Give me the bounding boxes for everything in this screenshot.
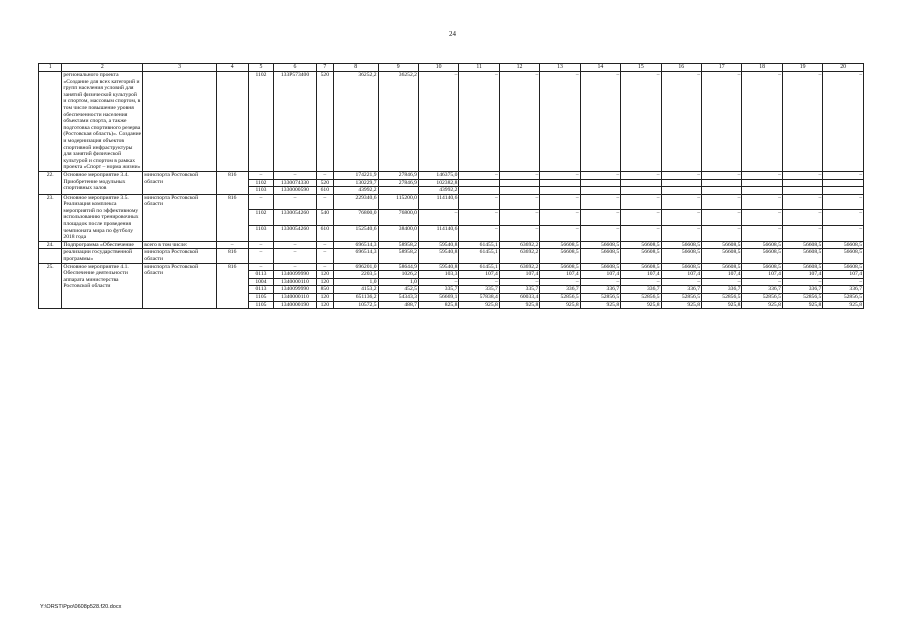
table-cell: 1105 (248, 294, 274, 302)
table-cell: 696201,0 (333, 263, 378, 271)
column-header: 5 (248, 64, 274, 72)
table-cell: – (499, 210, 539, 226)
table-cell (621, 187, 661, 195)
table-cell: – (782, 278, 822, 286)
table-cell: – (580, 72, 620, 172)
table-cell: 107,4 (702, 271, 742, 279)
table-cell: 58644,9 (378, 263, 418, 271)
table-cell: 816 (216, 171, 248, 194)
table-cell: 107,4 (823, 271, 864, 279)
table-cell: – (823, 278, 864, 286)
table-cell: 56608,5 (540, 263, 580, 271)
table-cell: – (248, 263, 274, 271)
table-cell (661, 187, 701, 195)
table-cell: 27846,9 (378, 171, 418, 179)
table-cell: 336,7 (580, 286, 620, 294)
table-cell: – (782, 226, 822, 242)
table-cell: 56608,5 (621, 241, 661, 249)
table-cell: 52856,5 (580, 294, 620, 302)
activity-description-cell: Основное мероприятие 4.1. Обеспечение деятельности аппарата министерства Ростовской области (62, 263, 143, 309)
table-cell: 925,8 (823, 301, 864, 309)
row-number-cell: 23. (39, 194, 62, 241)
table-cell: – (702, 171, 742, 179)
table-cell: 60033,4 (499, 294, 539, 302)
table-cell: 925,8 (621, 301, 661, 309)
table-cell: 1,0 (378, 278, 418, 286)
table-cell: 1102 (248, 72, 274, 172)
table-cell: 61455,1 (459, 249, 499, 263)
table-cell: – (742, 194, 782, 210)
table-cell: 146375,0 (418, 171, 458, 179)
table-cell: – (316, 241, 333, 249)
table-cell: – (248, 171, 274, 179)
table-cell: 63692,2 (499, 263, 539, 271)
column-header: 16 (661, 64, 701, 72)
activity-description-cell: реализации государственной программы» (62, 249, 143, 263)
table-cell: 52856,5 (702, 294, 742, 302)
column-header: 18 (742, 64, 782, 72)
table-cell: 56608,5 (621, 249, 661, 263)
table-cell (742, 179, 782, 187)
table-cell (823, 179, 864, 187)
table-cell: 335,7 (459, 286, 499, 294)
table-cell: 1340000190 (274, 301, 317, 309)
table-cell: минспорта Ростовской области (143, 249, 216, 263)
table-cell: 56608,5 (823, 263, 864, 271)
row-number-cell (39, 72, 62, 172)
activity-description-cell: регионального проекта «Создание для всех категорий и групп населения условий для занятий физической культурой и спортом, массовым спортом, в том числе повышение уровня обеспеченности населения объектами спорта, а также подготовка спортивного резерва (Ростовская область)». Создание и модернизация объектов спортивной инфраструктуры для занятий физической культурой и спортом в рамках проекта «Спорт – норма жизни» (63, 72, 142, 171)
table-cell: 76800,0 (333, 210, 378, 226)
table-cell: – (248, 241, 274, 249)
table-cell: 174221,9 (333, 171, 378, 179)
table-cell: 107,4 (580, 271, 620, 279)
table-cell (459, 179, 499, 187)
row-number-cell: 24. (39, 241, 62, 249)
table-cell: 10572,5 (333, 301, 378, 309)
table-cell: 56608,5 (823, 241, 864, 249)
table-row (39, 194, 864, 210)
table-cell: 56608,5 (621, 263, 661, 271)
activity-description-cell: Основное мероприятие 3.5. Реализация комплекса мероприятий по эффективному использованию тренировочных площадок после проведения чемпионата мира по футболу 2018 года (62, 194, 143, 241)
table-cell: 488,7 (378, 301, 418, 309)
table-cell: – (274, 241, 317, 249)
table-cell: – (499, 226, 539, 242)
activity-description-cell: Основное мероприятие 3.4. Приобретение модульных спортивных залов (62, 171, 143, 194)
table-cell (459, 187, 499, 195)
table-cell: 52856,5 (540, 294, 580, 302)
column-header: 13 (540, 64, 580, 72)
column-header: 9 (378, 64, 418, 72)
table-cell: – (216, 241, 248, 249)
table-cell: 120 (316, 301, 333, 309)
table-cell: 1340099990 (274, 271, 317, 279)
table-cell: 107,4 (540, 271, 580, 279)
table-cell (580, 187, 620, 195)
column-header: 20 (823, 64, 864, 72)
table-cell: – (316, 249, 333, 263)
table-cell: 38400,0 (378, 226, 418, 242)
table-cell: 52856,5 (661, 294, 701, 302)
table-cell: – (499, 72, 539, 172)
column-header: 12 (499, 64, 539, 72)
table-cell: – (621, 278, 661, 286)
file-path-footer: Y:\ORST\Ppo\0608p528.f20.docx (40, 604, 122, 610)
table-cell: – (459, 72, 499, 172)
table-cell: 58958,2 (378, 249, 418, 263)
table-cell: – (661, 226, 701, 242)
column-header: 17 (702, 64, 742, 72)
table-cell: 61455,1 (459, 241, 499, 249)
table-cell: – (661, 171, 701, 179)
table-cell: 120 (316, 294, 333, 302)
table-cell: – (580, 226, 620, 242)
table-cell: – (540, 210, 580, 226)
table-cell: – (274, 263, 317, 271)
table-cell: 1330054260 (274, 210, 317, 226)
table-cell: – (580, 194, 620, 210)
table-cell: 925,8 (499, 301, 539, 309)
table-cell: 107,4 (742, 271, 782, 279)
table-cell: 1330054260 (274, 226, 317, 242)
column-header: 8 (333, 64, 378, 72)
table-cell: – (459, 278, 499, 286)
table-cell: 925,8 (540, 301, 580, 309)
table-cell: – (540, 72, 580, 172)
table-cell: – (661, 194, 701, 210)
table-cell: 0113 (248, 271, 274, 279)
table-cell: 336,7 (661, 286, 701, 294)
table-cell: – (580, 171, 620, 179)
table-cell: 925,8 (742, 301, 782, 309)
row-number-cell: 22. (39, 171, 62, 194)
table-cell: 850 (316, 286, 333, 294)
table-cell: 36252,2 (333, 72, 378, 172)
table-cell: 107,4 (499, 271, 539, 279)
table-cell: – (621, 72, 661, 172)
table-row (39, 249, 864, 263)
table-cell: – (274, 249, 317, 263)
table-cell (540, 179, 580, 187)
table-cell: 56608,5 (580, 241, 620, 249)
table-cell: – (702, 278, 742, 286)
table-cell: 925,8 (782, 301, 822, 309)
table-cell: 1340000110 (274, 294, 317, 302)
table-cell: 56608,5 (540, 241, 580, 249)
table-cell: 115200,0 (378, 194, 418, 210)
table-cell: 52856,5 (782, 294, 822, 302)
table-cell: 52856,5 (823, 294, 864, 302)
table-cell: 696514,3 (333, 241, 378, 249)
table-cell: 825,8 (418, 301, 458, 309)
table-cell: 816 (216, 194, 248, 241)
table-cell: 336,7 (621, 286, 661, 294)
table-cell: 76800,0 (378, 210, 418, 226)
table-cell: – (418, 278, 458, 286)
table-cell: 56608,5 (661, 263, 701, 271)
table-cell: 1330074330 (274, 179, 317, 187)
table-cell: – (580, 210, 620, 226)
table-cell: – (248, 249, 274, 263)
table-cell: 56608,5 (580, 263, 620, 271)
table-cell: – (742, 226, 782, 242)
table-cell: 133P573400 (274, 72, 317, 172)
table-cell (216, 72, 248, 172)
table-cell: – (742, 72, 782, 172)
table-cell: 56608,5 (742, 241, 782, 249)
table-cell: – (823, 194, 864, 210)
table-cell: – (274, 171, 317, 179)
table-cell: 336,7 (702, 286, 742, 294)
table-cell: 56608,5 (540, 249, 580, 263)
table-cell: – (661, 210, 701, 226)
table-cell: 336,7 (540, 286, 580, 294)
table-cell: 114140,6 (418, 226, 458, 242)
table-cell: 56608,5 (702, 263, 742, 271)
table-cell: – (742, 171, 782, 179)
table-row (39, 263, 864, 271)
table-cell (823, 187, 864, 195)
table-cell: – (248, 194, 274, 210)
table-cell: 335,7 (499, 286, 539, 294)
table-cell: 520 (316, 179, 333, 187)
table-cell: 61455,1 (459, 263, 499, 271)
table-cell: 610 (316, 226, 333, 242)
table-cell: – (459, 194, 499, 210)
table-cell: 56608,5 (742, 249, 782, 263)
table-cell: – (418, 210, 458, 226)
table-cell (378, 187, 418, 195)
table-cell: – (823, 226, 864, 242)
table-cell: – (742, 210, 782, 226)
column-header: 14 (580, 64, 620, 72)
table-cell: – (459, 171, 499, 179)
table-cell: 2203,5 (333, 271, 378, 279)
table-cell: 107,4 (661, 271, 701, 279)
column-header: 15 (621, 64, 661, 72)
table-cell: – (316, 171, 333, 179)
table-cell (742, 187, 782, 195)
table-cell (702, 179, 742, 187)
table-cell: 27846,9 (378, 179, 418, 187)
table-cell: 58958,2 (378, 241, 418, 249)
table-cell: 54343,3 (378, 294, 418, 302)
table-row (39, 171, 864, 179)
table-cell (782, 179, 822, 187)
table-cell: – (823, 171, 864, 179)
table-cell: 336,7 (782, 286, 822, 294)
table-cell (499, 187, 539, 195)
table-cell: 1,0 (333, 278, 378, 286)
table-cell: 130229,7 (333, 179, 378, 187)
table-cell: минспорта Ростовской области (143, 263, 216, 309)
table-cell: 336,7 (742, 286, 782, 294)
page-number: 24 (449, 30, 456, 38)
table-cell: 1330000590 (274, 187, 317, 195)
row-number-cell: 25. (39, 263, 62, 309)
table-cell: 56608,5 (782, 249, 822, 263)
table-cell: 103,3 (418, 271, 458, 279)
table-cell: 925,8 (661, 301, 701, 309)
table-cell (782, 187, 822, 195)
row-number-cell (39, 249, 62, 263)
table-cell: 229340,6 (333, 194, 378, 210)
table-cell (702, 187, 742, 195)
table-cell: 696514,3 (333, 249, 378, 263)
column-header: 6 (274, 64, 317, 72)
table-cell: – (540, 278, 580, 286)
table-cell: – (702, 72, 742, 172)
table-cell: 1102 (248, 210, 274, 226)
table-cell (540, 187, 580, 195)
table-cell: 107,4 (459, 271, 499, 279)
table-cell: всего в том числе: (143, 241, 216, 249)
table-cell: – (459, 210, 499, 226)
table-cell: – (621, 171, 661, 179)
table-cell: 520 (316, 72, 333, 172)
table-cell: 107,4 (782, 271, 822, 279)
table-cell: 540 (316, 210, 333, 226)
table-cell: 56608,5 (823, 249, 864, 263)
table-cell: 56608,5 (782, 263, 822, 271)
table-cell: 452,5 (378, 286, 418, 294)
table-cell: 56608,5 (702, 241, 742, 249)
table-cell: 57838,4 (459, 294, 499, 302)
table-cell: 56608,5 (742, 263, 782, 271)
table-cell: 1340099990 (274, 286, 317, 294)
table-cell: 1105 (248, 301, 274, 309)
table-cell: – (316, 263, 333, 271)
table-cell: – (661, 278, 701, 286)
table-cell: – (702, 226, 742, 242)
table-cell: 36252,2 (378, 72, 418, 172)
table-cell: 336,7 (823, 286, 864, 294)
table-cell: 4153,2 (333, 286, 378, 294)
column-header: 4 (216, 64, 248, 72)
table-cell: – (540, 226, 580, 242)
table-cell: 925,8 (580, 301, 620, 309)
table-cell: 1340000110 (274, 278, 317, 286)
table-cell: – (274, 194, 317, 210)
table-cell: 816 (216, 263, 248, 309)
table-cell: 651136,2 (333, 294, 378, 302)
table-cell: 56608,5 (702, 249, 742, 263)
table-cell: 63692,2 (499, 249, 539, 263)
table-cell: 1103 (248, 187, 274, 195)
table-cell: – (540, 194, 580, 210)
table-cell: 1103 (248, 226, 274, 242)
table-cell: – (782, 194, 822, 210)
table-cell: – (540, 171, 580, 179)
table-cell: 0113 (248, 286, 274, 294)
table-cell: – (782, 210, 822, 226)
table-cell: 56608,5 (661, 249, 701, 263)
table-cell: 925,8 (702, 301, 742, 309)
table-cell: 120 (316, 278, 333, 286)
table-cell: 816 (216, 249, 248, 263)
table-cell: 56669,1 (418, 294, 458, 302)
table-cell: 43992,2 (333, 187, 378, 195)
table-cell: – (823, 72, 864, 172)
activity-description-cell: Подпрограмма «Обеспечение (62, 241, 143, 249)
table-cell: 56608,5 (580, 249, 620, 263)
table-cell: – (661, 72, 701, 172)
table-cell: – (621, 210, 661, 226)
table-row (39, 241, 864, 249)
table-cell: 120 (316, 271, 333, 279)
table-cell: – (702, 210, 742, 226)
table-cell: 152540,6 (333, 226, 378, 242)
table-cell: – (621, 194, 661, 210)
table-cell (661, 179, 701, 187)
column-header: 10 (418, 64, 458, 72)
column-header: 19 (782, 64, 822, 72)
table-cell: 43992,2 (418, 187, 458, 195)
table-cell: – (499, 194, 539, 210)
table-cell (580, 179, 620, 187)
table-cell: – (621, 226, 661, 242)
table-cell: – (459, 226, 499, 242)
table-cell: – (702, 194, 742, 210)
table-cell: 1026,2 (378, 271, 418, 279)
header-row (39, 64, 864, 72)
table-cell: – (782, 171, 822, 179)
table-cell: – (499, 278, 539, 286)
table-cell: – (499, 171, 539, 179)
table-cell: 59540,8 (418, 241, 458, 249)
table-cell: 59540,8 (418, 249, 458, 263)
table-cell: – (823, 210, 864, 226)
table-cell: 56608,5 (661, 241, 701, 249)
table-cell: 56608,5 (782, 241, 822, 249)
table-cell: 1102 (248, 179, 274, 187)
table-cell: минспорта Ростовской области (143, 194, 216, 241)
column-header: 3 (143, 64, 216, 72)
table-cell: – (418, 72, 458, 172)
table-cell: – (316, 194, 333, 210)
table-cell: минспорта Ростовской области (143, 171, 216, 194)
table-cell: 925,8 (459, 301, 499, 309)
table-cell (499, 179, 539, 187)
table-cell: 107,4 (621, 271, 661, 279)
table-cell: – (742, 278, 782, 286)
table-cell (621, 179, 661, 187)
table-cell: 59540,8 (418, 263, 458, 271)
budget-table (38, 63, 864, 309)
table-cell: 52856,5 (621, 294, 661, 302)
table-cell: 610 (316, 187, 333, 195)
table-cell: – (580, 278, 620, 286)
column-header: 2 (62, 64, 143, 72)
table-cell: 114140,6 (418, 194, 458, 210)
table-cell (143, 72, 216, 172)
table-cell: 52856,5 (742, 294, 782, 302)
table-cell: – (782, 72, 822, 172)
table-cell: 1004 (248, 278, 274, 286)
table-cell: 102382,8 (418, 179, 458, 187)
table-cell: 335,7 (418, 286, 458, 294)
column-header: 7 (316, 64, 333, 72)
table-cell: 63692,2 (499, 241, 539, 249)
column-header: 1 (39, 64, 62, 72)
column-header: 11 (459, 64, 499, 72)
table-row (39, 72, 864, 172)
